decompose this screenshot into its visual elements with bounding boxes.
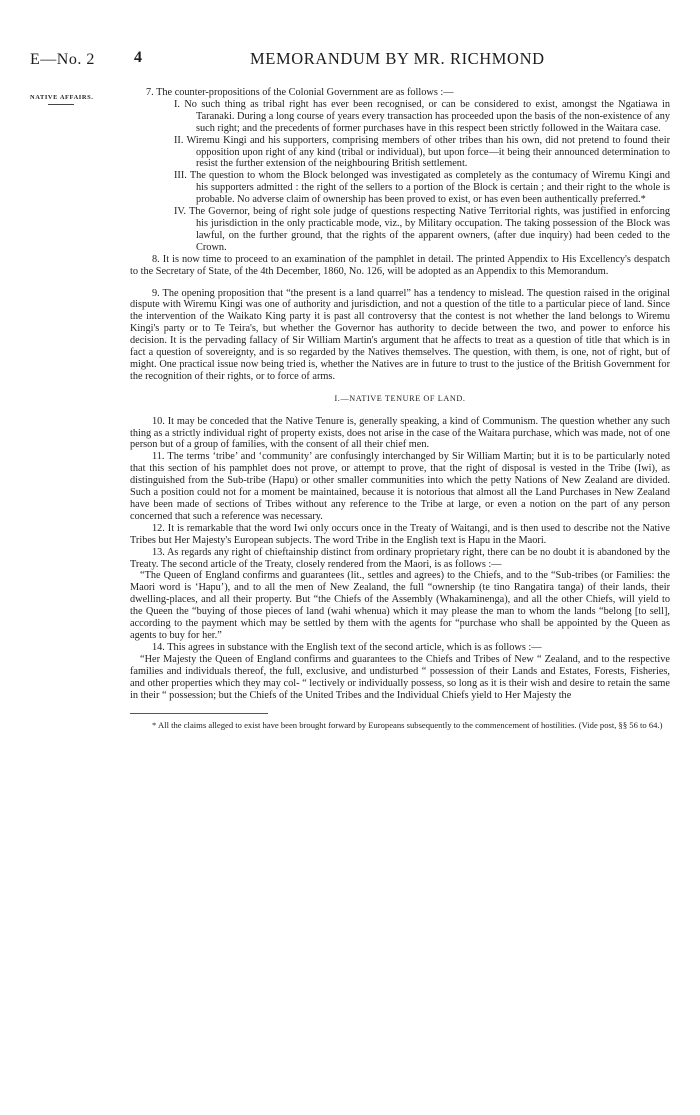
paragraph-13: 13. As regards any right of chieftainship distinct from ordinary proprietary right, there can be no doubt it is abandoned by the Treaty. The second article of the Treaty, closely rendered from the Maori, is as follows :— [130,546,670,570]
paragraph-12: 12. It is remarkable that the word Iwi only occurs once in the Treaty of Waitangi, and is then used to describe not the Native Tribes but Her Majesty's European subjects. The word Tribe in the English text is Hapu in the Maori. [130,522,670,546]
proposition-1: I. No such thing as tribal right has ever been recognised, or can be considered to exist, amongst the Ngatiawa in Taranaki. During a long course of years every transaction has proceeded upon the basis of the non-existence of any such right; and the precedents of former purchases have in this respect been strictly followed in the Waitara case. [174,98,670,134]
treaty-maori-quote: “The Queen of England confirms and guarantees (lit., settles and agrees) to the Chiefs, and to the “Sub-tribes (or Families: the Maori word is ‘Hapu’), and to all the men of New Zealand, the full “ownership (te tino Rangatira tanga) of their lands, their dwelling-places, and all their property. But “the Chiefs of the Assembly (Whakaminenga), and all the other Chiefs, will yield to the Queen the “buying of those pieces of land (wahi whenua) which it may please the man to whom the lands “belong [to sell], according to the payment which may be settled by them with the agents for “purchase who shall be appointed by the Queen as agents to buy for her.” [130,570,670,641]
treaty-english-quote: “Her Majesty the Queen of England confirms and guarantees to the Chiefs and Tribes of New “ Zealand, and to the respective families and individuals thereof, the full, exclusive, and undisturbed “ possession of their Lands and Estates, Forests, Fisheries, and other properties which they may col- “ lectively or individually possess, so long as it is their wish and desire to retain the same in their “ possession; but the Chiefs of the United Tribes and the Individual Chiefs yield to Her Majesty the [130,653,670,701]
footnote-rule [130,713,268,714]
proposition-3: III. The question to whom the Block belonged was investigated as completely as the contumacy of Wiremu Kingi and his supporters admitted : the right of the sellers to a portion of the Block is certain ; and their right to the whole is probable. No adverse claim of ownership has been proved to exist, or has even been authentically preferred.* [174,170,670,206]
footnote: * All the claims alleged to exist have been brought forward by Europeans subsequently to the commencement of hostilities. (Vide post, §§ 56 to 64.) [152,720,663,731]
paragraph-14: 14. This agrees in substance with the English text of the second article, which is as follows :— [152,641,542,653]
page-header [30,0,648,68]
paragraph-9: 9. The opening proposition that “the present is a land quarrel” has a tendency to mislead. The question raised in the original dispute with Wiremu Kingi was one of authority and jurisdiction, and not a question of the title to a particular piece of land. Since the intervention of the Waikato King party it is past all controversy that the contest is not whether the land belongs to Wiremu Kingi's party or to Te Teira's, but whether the Governor has authority to decide between the two, and power to enforce his decision. It is the pervading fallacy of Sir William Martin's argument that he affects to treat as a question of title that which is in fact a question of sovereignty, and is so regarded by the Natives themselves. The question, with them, is one, not of right, but of might. One practical issue now being tried is, whether the Natives are in future to trust to the justice of the British Government for the recognition of their rights, or to force of arms. [130,287,670,382]
marginal-rule [48,104,74,105]
page-title: MEMORANDUM BY MR. RICHMOND [250,49,545,68]
paragraph-8: 8. It is now time to proceed to an examination of the pamphlet in detail. The printed Appendix to His Excellency's despatch to the Secretary of State, of the 4th December, 1860, No. 126, will be adopted as an Appendix to this Memorandum. [130,253,670,277]
series-label: E—No. 2 [30,51,95,68]
section-heading: I.—NATIVE TENURE OF LAND. [334,393,466,403]
document-body [130,87,670,731]
marginal-note: NATIVE AFFAIRS. [30,94,94,101]
paragraph-11: 11. The terms ‘tribe’ and ‘community’ are confusingly interchanged by Sir William Martin; but it is to be particularly noted that this section of his pamphlet does not prove, or attempt to prove, that the right of disposal is vested in the Tribe (Iwi), as distinguished from the Sub-tribe (Hapu) or other smaller communities into which the petty Nations of New Zealand are divided. Such a position could not for a moment be maintained, because it is notorious that almost all the Land Purchases in New Zealand have been made of sections of Tribes without any reference to the Tribe at large, or even a notion on the part of any person concerned that such a reference was necessary. [130,451,670,522]
paragraph-7-intro: 7. The counter-propositions of the Colonial Government are as follows :— [146,87,454,98]
proposition-4: IV. The Governor, being of right sole judge of questions respecting Native Territorial rights, was justified in enforcing his jurisdiction in the only practicable mode, viz., by Military occupation. The taking possession of the Block was lawful, on the further ground, that the rights of the apparent owners, (after due inquiry) had been ceded to the Crown. [174,206,670,253]
proposition-2: II. Wiremu Kingi and his supporters, comprising members of other tribes than his own, did not pretend to found their opposition upon right of any kind (tribal or individual), but upon force—it being their announced determination to resist the further extension of the neighbouring British settlement. [174,134,670,170]
paragraph-10: 10. It may be conceded that the Native Tenure is, generally speaking, a kind of Communism. The question whether any such thing as a strictly individual right of property exists, does not arise in the case of the Waitara purchase, which was made, not of one person but of a group of families, with the consent of all their chief men. [130,415,670,451]
page-number: 4 [134,49,142,66]
